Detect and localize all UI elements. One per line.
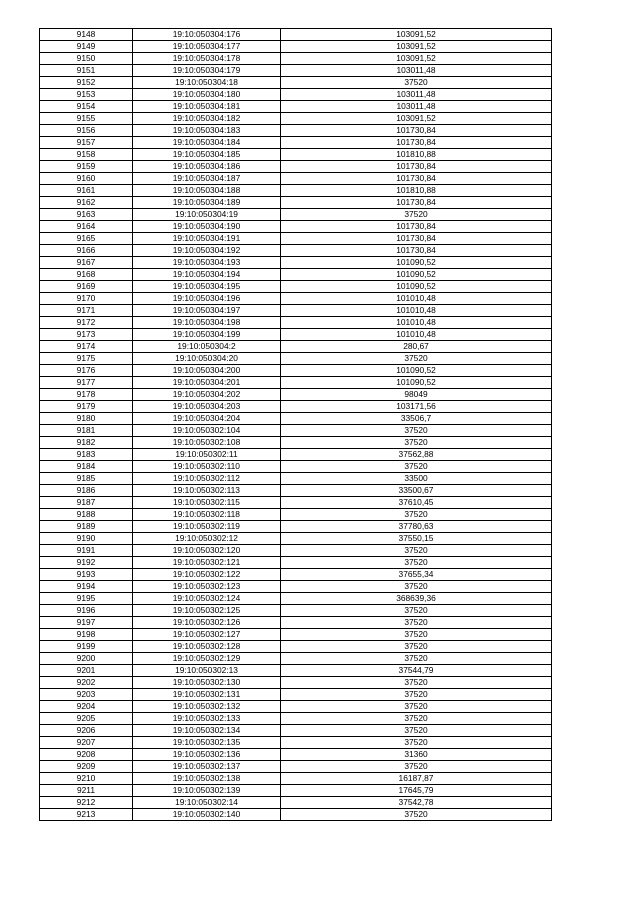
value-cell: 101090,52 [281, 281, 552, 293]
cadastral-number-cell: 19:10:050302:124 [133, 593, 281, 605]
value-cell: 37780,63 [281, 521, 552, 533]
table-row [40, 437, 552, 449]
cadastral-number-cell: 19:10:050304:197 [133, 305, 281, 317]
table-row [40, 53, 552, 65]
value-cell: 101730,84 [281, 161, 552, 173]
row-number-cell: 9168 [40, 269, 133, 281]
table-row [40, 617, 552, 629]
cadastral-number-cell: 19:10:050304:189 [133, 197, 281, 209]
value-cell: 368639,36 [281, 593, 552, 605]
value-cell: 101730,84 [281, 245, 552, 257]
row-number-cell: 9151 [40, 65, 133, 77]
value-cell: 101090,52 [281, 377, 552, 389]
cadastral-number-cell: 19:10:050302:125 [133, 605, 281, 617]
row-number-cell: 9178 [40, 389, 133, 401]
row-number-cell: 9200 [40, 653, 133, 665]
value-cell: 37520 [281, 737, 552, 749]
row-number-cell: 9179 [40, 401, 133, 413]
table-row [40, 197, 552, 209]
row-number-cell: 9174 [40, 341, 133, 353]
row-number-cell: 9148 [40, 29, 133, 41]
value-cell: 37520 [281, 725, 552, 737]
cadastral-number-cell: 19:10:050302:13 [133, 665, 281, 677]
value-cell: 37520 [281, 653, 552, 665]
row-number-cell: 9193 [40, 569, 133, 581]
cadastral-number-cell: 19:10:050304:182 [133, 113, 281, 125]
table-row [40, 545, 552, 557]
value-cell: 101810,88 [281, 149, 552, 161]
table-row [40, 773, 552, 785]
cadastral-number-cell: 19:10:050304:179 [133, 65, 281, 77]
row-number-cell: 9196 [40, 605, 133, 617]
cadastral-number-cell: 19:10:050302:112 [133, 473, 281, 485]
value-cell: 101730,84 [281, 125, 552, 137]
cadastral-number-cell: 19:10:050302:138 [133, 773, 281, 785]
table-row [40, 725, 552, 737]
table-row [40, 377, 552, 389]
row-number-cell: 9206 [40, 725, 133, 737]
cadastral-number-cell: 19:10:050302:11 [133, 449, 281, 461]
table-row [40, 473, 552, 485]
row-number-cell: 9181 [40, 425, 133, 437]
table-row [40, 557, 552, 569]
row-number-cell: 9173 [40, 329, 133, 341]
table-row [40, 65, 552, 77]
table-row [40, 101, 552, 113]
row-number-cell: 9177 [40, 377, 133, 389]
cadastral-number-cell: 19:10:050304:19 [133, 209, 281, 221]
row-number-cell: 9156 [40, 125, 133, 137]
cadastral-number-cell: 19:10:050302:104 [133, 425, 281, 437]
cadastral-number-cell: 19:10:050302:110 [133, 461, 281, 473]
table-row [40, 809, 552, 821]
table-row [40, 653, 552, 665]
row-number-cell: 9164 [40, 221, 133, 233]
table-row [40, 113, 552, 125]
cadastral-number-cell: 19:10:050304:190 [133, 221, 281, 233]
cadastral-number-cell: 19:10:050302:136 [133, 749, 281, 761]
row-number-cell: 9212 [40, 797, 133, 809]
row-number-cell: 9160 [40, 173, 133, 185]
table-row [40, 413, 552, 425]
cadastral-number-cell: 19:10:050304:192 [133, 245, 281, 257]
value-cell: 101090,52 [281, 365, 552, 377]
cadastral-value-table [39, 28, 552, 821]
table-row [40, 593, 552, 605]
value-cell: 37520 [281, 509, 552, 521]
cadastral-number-cell: 19:10:050302:122 [133, 569, 281, 581]
cadastral-number-cell: 19:10:050302:133 [133, 713, 281, 725]
cadastral-number-cell: 19:10:050302:120 [133, 545, 281, 557]
value-cell: 101010,48 [281, 317, 552, 329]
value-cell: 101010,48 [281, 293, 552, 305]
table-row [40, 353, 552, 365]
value-cell: 101010,48 [281, 305, 552, 317]
cadastral-number-cell: 19:10:050302:134 [133, 725, 281, 737]
table-row [40, 149, 552, 161]
value-cell: 103011,48 [281, 65, 552, 77]
row-number-cell: 9171 [40, 305, 133, 317]
value-cell: 16187,87 [281, 773, 552, 785]
cadastral-number-cell: 19:10:050304:198 [133, 317, 281, 329]
row-number-cell: 9157 [40, 137, 133, 149]
table-row [40, 641, 552, 653]
cadastral-number-cell: 19:10:050302:137 [133, 761, 281, 773]
row-number-cell: 9155 [40, 113, 133, 125]
row-number-cell: 9199 [40, 641, 133, 653]
row-number-cell: 9205 [40, 713, 133, 725]
table-row [40, 749, 552, 761]
table-row [40, 605, 552, 617]
table-row [40, 329, 552, 341]
row-number-cell: 9188 [40, 509, 133, 521]
table-row [40, 341, 552, 353]
value-cell: 33506,7 [281, 413, 552, 425]
row-number-cell: 9165 [40, 233, 133, 245]
value-cell: 37520 [281, 713, 552, 725]
table-row [40, 137, 552, 149]
cadastral-number-cell: 19:10:050304:196 [133, 293, 281, 305]
cadastral-number-cell: 19:10:050302:139 [133, 785, 281, 797]
cadastral-number-cell: 19:10:050304:185 [133, 149, 281, 161]
cadastral-number-cell: 19:10:050304:184 [133, 137, 281, 149]
table-row [40, 737, 552, 749]
value-cell: 101730,84 [281, 173, 552, 185]
table-row [40, 89, 552, 101]
value-cell: 37520 [281, 689, 552, 701]
value-cell: 37520 [281, 425, 552, 437]
cadastral-number-cell: 19:10:050304:194 [133, 269, 281, 281]
value-cell: 101090,52 [281, 269, 552, 281]
row-number-cell: 9204 [40, 701, 133, 713]
table-row [40, 29, 552, 41]
value-cell: 103091,52 [281, 41, 552, 53]
row-number-cell: 9183 [40, 449, 133, 461]
cadastral-number-cell: 19:10:050302:130 [133, 677, 281, 689]
value-cell: 101810,88 [281, 185, 552, 197]
table-row [40, 221, 552, 233]
value-cell: 37520 [281, 437, 552, 449]
value-cell: 37520 [281, 701, 552, 713]
value-cell: 37520 [281, 629, 552, 641]
table-row [40, 581, 552, 593]
cadastral-number-cell: 19:10:050302:123 [133, 581, 281, 593]
table-row [40, 497, 552, 509]
row-number-cell: 9152 [40, 77, 133, 89]
row-number-cell: 9208 [40, 749, 133, 761]
row-number-cell: 9209 [40, 761, 133, 773]
row-number-cell: 9150 [40, 53, 133, 65]
value-cell: 101010,48 [281, 329, 552, 341]
cadastral-number-cell: 19:10:050302:119 [133, 521, 281, 533]
value-cell: 103091,52 [281, 113, 552, 125]
row-number-cell: 9180 [40, 413, 133, 425]
row-number-cell: 9154 [40, 101, 133, 113]
table-row [40, 797, 552, 809]
row-number-cell: 9149 [40, 41, 133, 53]
table-row [40, 629, 552, 641]
table-row [40, 209, 552, 221]
table-row [40, 185, 552, 197]
row-number-cell: 9170 [40, 293, 133, 305]
cadastral-number-cell: 19:10:050302:128 [133, 641, 281, 653]
cadastral-number-cell: 19:10:050302:127 [133, 629, 281, 641]
value-cell: 33500,67 [281, 485, 552, 497]
row-number-cell: 9201 [40, 665, 133, 677]
row-number-cell: 9190 [40, 533, 133, 545]
cadastral-number-cell: 19:10:050304:177 [133, 41, 281, 53]
cadastral-number-cell: 19:10:050304:186 [133, 161, 281, 173]
row-number-cell: 9186 [40, 485, 133, 497]
value-cell: 101730,84 [281, 233, 552, 245]
table-row [40, 257, 552, 269]
row-number-cell: 9153 [40, 89, 133, 101]
table-row [40, 425, 552, 437]
value-cell: 103011,48 [281, 101, 552, 113]
value-cell: 33500 [281, 473, 552, 485]
table-row [40, 569, 552, 581]
row-number-cell: 9203 [40, 689, 133, 701]
row-number-cell: 9210 [40, 773, 133, 785]
value-cell: 37520 [281, 809, 552, 821]
table-row [40, 317, 552, 329]
row-number-cell: 9172 [40, 317, 133, 329]
row-number-cell: 9202 [40, 677, 133, 689]
cadastral-number-cell: 19:10:050304:202 [133, 389, 281, 401]
value-cell: 37520 [281, 77, 552, 89]
cadastral-number-cell: 19:10:050302:14 [133, 797, 281, 809]
table-row [40, 161, 552, 173]
row-number-cell: 9182 [40, 437, 133, 449]
value-cell: 37520 [281, 545, 552, 557]
row-number-cell: 9191 [40, 545, 133, 557]
value-cell: 37542,78 [281, 797, 552, 809]
table-row [40, 401, 552, 413]
row-number-cell: 9166 [40, 245, 133, 257]
table-row [40, 449, 552, 461]
cadastral-number-cell: 19:10:050302:118 [133, 509, 281, 521]
row-number-cell: 9192 [40, 557, 133, 569]
value-cell: 37520 [281, 581, 552, 593]
value-cell: 31360 [281, 749, 552, 761]
cadastral-number-cell: 19:10:050304:181 [133, 101, 281, 113]
value-cell: 98049 [281, 389, 552, 401]
table-row [40, 761, 552, 773]
table-row [40, 509, 552, 521]
cadastral-number-cell: 19:10:050304:180 [133, 89, 281, 101]
value-cell: 37520 [281, 617, 552, 629]
value-cell: 101090,52 [281, 257, 552, 269]
value-cell: 37550,15 [281, 533, 552, 545]
table-row [40, 41, 552, 53]
row-number-cell: 9194 [40, 581, 133, 593]
value-cell: 37562,88 [281, 449, 552, 461]
table-row [40, 365, 552, 377]
cadastral-number-cell: 19:10:050304:183 [133, 125, 281, 137]
row-number-cell: 9176 [40, 365, 133, 377]
table-row [40, 689, 552, 701]
row-number-cell: 9213 [40, 809, 133, 821]
cadastral-number-cell: 19:10:050304:18 [133, 77, 281, 89]
table-row [40, 245, 552, 257]
cadastral-number-cell: 19:10:050304:178 [133, 53, 281, 65]
value-cell: 101730,84 [281, 221, 552, 233]
row-number-cell: 9187 [40, 497, 133, 509]
table-row [40, 293, 552, 305]
row-number-cell: 9158 [40, 149, 133, 161]
table-row [40, 533, 552, 545]
value-cell: 103091,52 [281, 53, 552, 65]
row-number-cell: 9197 [40, 617, 133, 629]
row-number-cell: 9207 [40, 737, 133, 749]
cadastral-number-cell: 19:10:050304:2 [133, 341, 281, 353]
value-cell: 37655,34 [281, 569, 552, 581]
table-row [40, 77, 552, 89]
table-row [40, 125, 552, 137]
table-body [40, 29, 552, 821]
cadastral-number-cell: 19:10:050304:191 [133, 233, 281, 245]
cadastral-number-cell: 19:10:050304:201 [133, 377, 281, 389]
cadastral-number-cell: 19:10:050302:12 [133, 533, 281, 545]
value-cell: 37610,45 [281, 497, 552, 509]
cadastral-number-cell: 19:10:050302:121 [133, 557, 281, 569]
table-row [40, 305, 552, 317]
cadastral-number-cell: 19:10:050304:204 [133, 413, 281, 425]
value-cell: 37520 [281, 461, 552, 473]
table-row [40, 485, 552, 497]
row-number-cell: 9211 [40, 785, 133, 797]
row-number-cell: 9175 [40, 353, 133, 365]
row-number-cell: 9189 [40, 521, 133, 533]
table-row [40, 173, 552, 185]
cadastral-number-cell: 19:10:050302:131 [133, 689, 281, 701]
cadastral-number-cell: 19:10:050304:203 [133, 401, 281, 413]
cadastral-number-cell: 19:10:050302:132 [133, 701, 281, 713]
cadastral-number-cell: 19:10:050304:199 [133, 329, 281, 341]
row-number-cell: 9163 [40, 209, 133, 221]
value-cell: 37520 [281, 677, 552, 689]
cadastral-number-cell: 19:10:050304:176 [133, 29, 281, 41]
value-cell: 103091,52 [281, 29, 552, 41]
value-cell: 37520 [281, 641, 552, 653]
cadastral-number-cell: 19:10:050304:193 [133, 257, 281, 269]
table-row [40, 389, 552, 401]
table-row [40, 461, 552, 473]
table-row [40, 233, 552, 245]
value-cell: 17645,79 [281, 785, 552, 797]
cadastral-number-cell: 19:10:050304:188 [133, 185, 281, 197]
cadastral-number-cell: 19:10:050302:129 [133, 653, 281, 665]
value-cell: 103011,48 [281, 89, 552, 101]
row-number-cell: 9198 [40, 629, 133, 641]
value-cell: 103171,56 [281, 401, 552, 413]
table-row [40, 677, 552, 689]
table-row [40, 281, 552, 293]
value-cell: 37520 [281, 209, 552, 221]
row-number-cell: 9184 [40, 461, 133, 473]
row-number-cell: 9161 [40, 185, 133, 197]
cadastral-number-cell: 19:10:050302:108 [133, 437, 281, 449]
row-number-cell: 9167 [40, 257, 133, 269]
cadastral-number-cell: 19:10:050304:20 [133, 353, 281, 365]
value-cell: 37544,79 [281, 665, 552, 677]
cadastral-number-cell: 19:10:050302:115 [133, 497, 281, 509]
cadastral-number-cell: 19:10:050304:200 [133, 365, 281, 377]
value-cell: 37520 [281, 761, 552, 773]
table-row [40, 269, 552, 281]
row-number-cell: 9195 [40, 593, 133, 605]
cadastral-number-cell: 19:10:050304:187 [133, 173, 281, 185]
table-row [40, 701, 552, 713]
table-row [40, 521, 552, 533]
row-number-cell: 9162 [40, 197, 133, 209]
value-cell: 101730,84 [281, 197, 552, 209]
cadastral-number-cell: 19:10:050302:126 [133, 617, 281, 629]
table-row [40, 785, 552, 797]
row-number-cell: 9185 [40, 473, 133, 485]
value-cell: 101730,84 [281, 137, 552, 149]
value-cell: 37520 [281, 605, 552, 617]
value-cell: 280,67 [281, 341, 552, 353]
row-number-cell: 9159 [40, 161, 133, 173]
cadastral-number-cell: 19:10:050304:195 [133, 281, 281, 293]
cadastral-number-cell: 19:10:050302:140 [133, 809, 281, 821]
table-row [40, 665, 552, 677]
value-cell: 37520 [281, 557, 552, 569]
table-row [40, 713, 552, 725]
cadastral-number-cell: 19:10:050302:113 [133, 485, 281, 497]
value-cell: 37520 [281, 353, 552, 365]
cadastral-number-cell: 19:10:050302:135 [133, 737, 281, 749]
row-number-cell: 9169 [40, 281, 133, 293]
